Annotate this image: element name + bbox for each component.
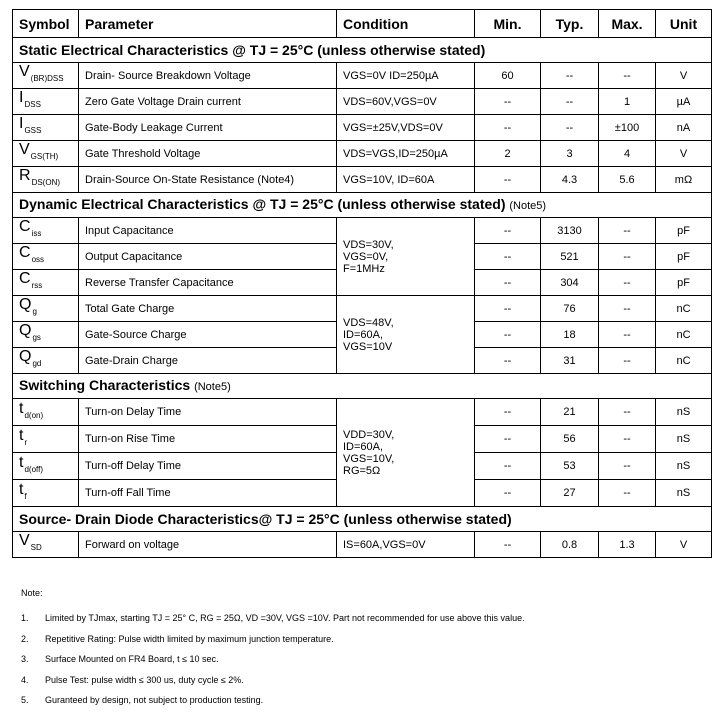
table-row xyxy=(13,532,712,558)
note-item xyxy=(21,613,525,623)
typ-cell: -- xyxy=(541,63,599,89)
unit-cell: nS xyxy=(656,399,712,426)
symbol-letter: V xyxy=(19,532,30,549)
max-cell: -- xyxy=(599,218,656,244)
unit-cell: pF xyxy=(656,244,712,270)
note-number: 1. xyxy=(21,613,29,623)
typ-cell: 21 xyxy=(541,399,599,426)
symbol-cell xyxy=(13,244,79,270)
max-cell: -- xyxy=(599,426,656,453)
header-unit: Unit xyxy=(656,10,712,38)
note-text: Repetitive Rating: Pulse width limited by maximum junction temperature. xyxy=(45,633,334,644)
parameter-cell: Turn-on Delay Time xyxy=(79,399,337,426)
section-title-static: Static Electrical Characteristics @ TJ = 25°C (unless otherwise stated) xyxy=(13,38,712,63)
dynamic-rows xyxy=(13,218,712,374)
max-cell: ±100 xyxy=(599,115,656,141)
symbol-letter: t xyxy=(19,480,24,498)
parameter-cell: Drain- Source Breakdown Voltage xyxy=(79,63,337,89)
symbol-letter: C xyxy=(19,218,31,235)
table-row xyxy=(13,115,712,141)
condition-cell: VGS=±25V,VDS=0V xyxy=(337,115,475,141)
parameter-cell: Turn-on Rise Time xyxy=(79,426,337,453)
unit-cell: nC xyxy=(656,348,712,374)
switching-rows xyxy=(13,399,712,507)
symbol-cell xyxy=(13,89,79,115)
symbol-subscript: DS(ON) xyxy=(31,178,61,187)
symbol-subscript: oss xyxy=(31,255,45,264)
parameter-cell: Turn-off Delay Time xyxy=(79,453,337,480)
condition-line: VDS=30V, xyxy=(343,238,394,251)
header-row xyxy=(13,10,712,38)
symbol-letter: C xyxy=(19,244,31,261)
condition-line: VGS=0V, xyxy=(343,250,389,263)
condition-line: VDS=48V, xyxy=(343,316,394,329)
table-row xyxy=(13,296,712,322)
symbol-subscript: GS(TH) xyxy=(30,152,59,161)
min-cell: -- xyxy=(475,115,541,141)
max-cell: -- xyxy=(599,453,656,480)
min-cell: -- xyxy=(475,218,541,244)
symbol-subscript: d(on) xyxy=(24,410,44,420)
max-cell: -- xyxy=(599,399,656,426)
electrical-characteristics-table xyxy=(12,9,712,558)
condition-cell: VDS=VGS,ID=250µA xyxy=(337,141,475,167)
parameter-cell: Zero Gate Voltage Drain current xyxy=(79,89,337,115)
max-cell: 5.6 xyxy=(599,167,656,193)
symbol-cell xyxy=(13,63,79,89)
condition-line: ID=60A, xyxy=(343,440,384,453)
note-number: 4. xyxy=(21,674,29,685)
section-row-dynamic xyxy=(13,193,712,218)
min-cell: 60 xyxy=(475,63,541,89)
max-cell: -- xyxy=(599,322,656,348)
symbol-subscript: r xyxy=(24,437,28,447)
unit-cell: pF xyxy=(656,270,712,296)
typ-cell: 53 xyxy=(541,453,599,480)
typ-cell: 56 xyxy=(541,426,599,453)
parameter-cell: Input Capacitance xyxy=(79,218,337,244)
note-text: Surface Mounted on FR4 Board, t ≤ 10 sec. xyxy=(45,654,219,664)
parameter-cell: Forward on voltage xyxy=(79,532,337,558)
symbol-subscript: (BR)DSS xyxy=(30,74,64,83)
max-cell: -- xyxy=(599,480,656,507)
condition-cell-merged xyxy=(337,399,475,507)
condition-cell-merged xyxy=(337,218,475,296)
min-cell: -- xyxy=(475,270,541,296)
table-row xyxy=(13,399,712,426)
unit-cell: mΩ xyxy=(656,167,712,193)
condition-line: ID=60A, xyxy=(343,328,384,341)
symbol-cell xyxy=(13,322,79,348)
condition-cell-merged xyxy=(337,296,475,374)
symbol-subscript: d(off) xyxy=(24,464,43,474)
symbol-subscript: iss xyxy=(31,229,42,238)
symbol-cell xyxy=(13,218,79,244)
typ-cell: -- xyxy=(541,115,599,141)
min-cell: -- xyxy=(475,453,541,480)
typ-cell: 3 xyxy=(541,141,599,167)
header-max: Max. xyxy=(599,10,656,38)
symbol-subscript: GSS xyxy=(24,126,42,135)
unit-cell: V xyxy=(656,532,712,558)
section-note-switching: (Note5) xyxy=(194,381,231,393)
typ-cell: 76 xyxy=(541,296,599,322)
symbol-subscript: gd xyxy=(32,359,42,368)
table-row xyxy=(13,218,712,244)
note-item xyxy=(21,675,244,685)
typ-cell: 18 xyxy=(541,322,599,348)
unit-cell: V xyxy=(656,63,712,89)
header-min: Min. xyxy=(475,10,541,38)
max-cell: 4 xyxy=(599,141,656,167)
parameter-cell: Turn-off Fall Time xyxy=(79,480,337,507)
note-item xyxy=(21,654,219,664)
typ-cell: 3130 xyxy=(541,218,599,244)
symbol-subscript: rss xyxy=(31,281,43,290)
parameter-cell: Reverse Transfer Capacitance xyxy=(79,270,337,296)
max-cell: -- xyxy=(599,296,656,322)
min-cell: -- xyxy=(475,426,541,453)
unit-cell: V xyxy=(656,141,712,167)
note-item xyxy=(21,634,334,644)
symbol-cell xyxy=(13,270,79,296)
symbol-letter: Q xyxy=(19,322,32,339)
note-number: 3. xyxy=(21,654,29,664)
unit-cell: nS xyxy=(656,480,712,507)
note-text: Pulse Test: pulse width ≤ 300 us, duty cycle ≤ 2%. xyxy=(45,674,244,685)
symbol-letter: t xyxy=(19,453,24,471)
typ-cell: 0.8 xyxy=(541,532,599,558)
max-cell: -- xyxy=(599,270,656,296)
section-title-dynamic-text: Dynamic Electrical Characteristics @ TJ = 25°C (unless otherwise stated) xyxy=(19,196,506,212)
max-cell: 1.3 xyxy=(599,532,656,558)
unit-cell: nS xyxy=(656,453,712,480)
min-cell: -- xyxy=(475,480,541,507)
section-title-switching-text: Switching Characteristics xyxy=(19,377,191,393)
symbol-cell xyxy=(13,453,79,480)
table-row xyxy=(13,141,712,167)
symbol-cell xyxy=(13,348,79,374)
min-cell: 2 xyxy=(475,141,541,167)
symbol-letter: Q xyxy=(19,348,32,365)
condition-line: VDD=30V, xyxy=(343,428,395,441)
symbol-cell xyxy=(13,141,79,167)
symbol-letter: I xyxy=(19,89,24,106)
section-title-switching xyxy=(13,374,712,399)
max-cell: -- xyxy=(599,63,656,89)
symbol-cell xyxy=(13,532,79,558)
condition-cell: VGS=10V, ID=60A xyxy=(337,167,475,193)
max-cell: -- xyxy=(599,348,656,374)
min-cell: -- xyxy=(475,296,541,322)
symbol-subscript: gs xyxy=(32,333,41,342)
symbol-letter: R xyxy=(19,167,31,184)
condition-line: VGS=10V xyxy=(343,340,393,353)
symbol-cell xyxy=(13,399,79,426)
note-text: Guranteed by design, not subject to production testing. xyxy=(45,695,264,705)
section-row-static xyxy=(13,38,712,63)
symbol-letter: V xyxy=(19,63,30,80)
parameter-cell: Output Capacitance xyxy=(79,244,337,270)
symbol-letter: t xyxy=(19,426,24,444)
min-cell: -- xyxy=(475,244,541,270)
header-symbol: Symbol xyxy=(13,10,79,38)
typ-cell: 27 xyxy=(541,480,599,507)
unit-cell: nA xyxy=(656,115,712,141)
condition-line: F=1MHz xyxy=(343,262,385,275)
section-title-diode: Source- Drain Diode Characteristics@ TJ = 25°C (unless otherwise stated) xyxy=(13,507,712,532)
note-text: Limited by TJmax, starting TJ = 25° C, RG = 25Ω, VD =30V, VGS =10V. Part not recommended for use above this value. xyxy=(45,613,525,623)
diode-rows xyxy=(13,532,712,558)
unit-cell: pF xyxy=(656,218,712,244)
parameter-cell: Gate-Body Leakage Current xyxy=(79,115,337,141)
max-cell: -- xyxy=(599,244,656,270)
condition-cell: VDS=60V,VGS=0V xyxy=(337,89,475,115)
notes-title: Note: xyxy=(21,588,43,598)
parameter-cell: Gate Threshold Voltage xyxy=(79,141,337,167)
header-typ: Typ. xyxy=(541,10,599,38)
unit-cell: µA xyxy=(656,89,712,115)
symbol-subscript: DSS xyxy=(24,100,41,109)
min-cell: -- xyxy=(475,167,541,193)
typ-cell: 521 xyxy=(541,244,599,270)
section-row-diode xyxy=(13,507,712,532)
symbol-cell xyxy=(13,426,79,453)
typ-cell: 304 xyxy=(541,270,599,296)
section-note-dynamic: (Note5) xyxy=(509,200,547,212)
unit-cell: nC xyxy=(656,296,712,322)
table-row xyxy=(13,167,712,193)
typ-cell: -- xyxy=(541,89,599,115)
header-parameter: Parameter xyxy=(79,10,337,38)
typ-cell: 4.3 xyxy=(541,167,599,193)
parameter-cell: Total Gate Charge xyxy=(79,296,337,322)
note-number: 2. xyxy=(21,633,29,644)
condition-line: VGS=10V, xyxy=(343,452,395,465)
symbol-subscript: g xyxy=(32,307,37,316)
parameter-cell: Gate-Source Charge xyxy=(79,322,337,348)
symbol-cell xyxy=(13,167,79,193)
note-item xyxy=(21,695,263,705)
symbol-letter: I xyxy=(19,115,24,132)
section-title-dynamic xyxy=(13,193,712,218)
symbol-letter: V xyxy=(19,141,30,158)
symbol-cell xyxy=(13,296,79,322)
condition-cell: IS=60A,VGS=0V xyxy=(337,532,475,558)
symbol-letter: Q xyxy=(19,296,32,313)
symbol-cell xyxy=(13,480,79,507)
condition-cell: VGS=0V ID=250µA xyxy=(337,63,475,89)
max-cell: 1 xyxy=(599,89,656,115)
symbol-letter: t xyxy=(19,399,24,417)
condition-line: RG=5Ω xyxy=(343,464,381,477)
static-rows xyxy=(13,63,712,193)
note-number: 5. xyxy=(21,695,29,705)
symbol-subscript: SD xyxy=(30,543,42,552)
header-condition: Condition xyxy=(337,10,475,38)
symbol-subscript: f xyxy=(24,491,27,501)
min-cell: -- xyxy=(475,89,541,115)
table-row xyxy=(13,89,712,115)
min-cell: -- xyxy=(475,399,541,426)
min-cell: -- xyxy=(475,348,541,374)
parameter-cell: Gate-Drain Charge xyxy=(79,348,337,374)
unit-cell: nS xyxy=(656,426,712,453)
unit-cell: nC xyxy=(656,322,712,348)
symbol-cell xyxy=(13,115,79,141)
parameter-cell: Drain-Source On-State Resistance (Note4) xyxy=(79,167,337,193)
symbol-letter: C xyxy=(19,270,31,287)
section-row-switching xyxy=(13,374,712,399)
min-cell: -- xyxy=(475,322,541,348)
typ-cell: 31 xyxy=(541,348,599,374)
min-cell: -- xyxy=(475,532,541,558)
table-row xyxy=(13,63,712,89)
